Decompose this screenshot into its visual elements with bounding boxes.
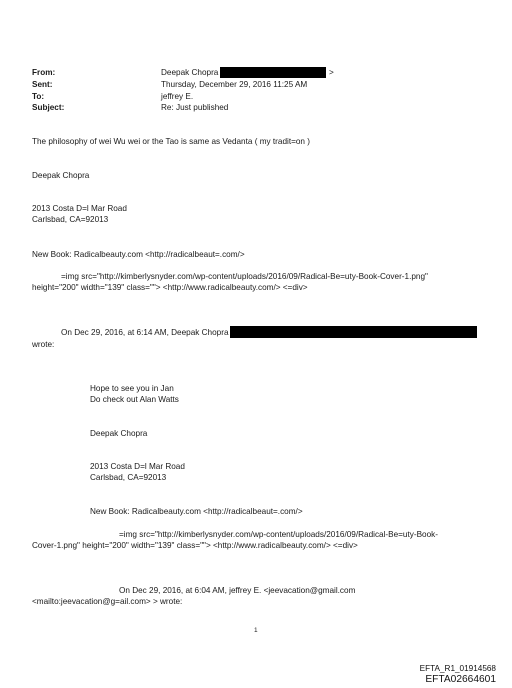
subject-value: Re: Just published (161, 103, 229, 112)
quoted-signature-address-line-2: Carlsbad, CA=92013 (90, 473, 167, 482)
body-philosophy-line: The philosophy of wei Wu wei or the Tao is same as Vedanta ( my tradit=on ) (32, 137, 310, 146)
to-label: To: (32, 92, 45, 101)
sent-value: Thursday, December 29, 2016 11:25 AM (161, 80, 308, 89)
quoted-new-book-line: New Book: Radicalbeauty.com <http://radicalbeaut=.com/> (90, 507, 303, 516)
from-suffix: > (329, 68, 334, 77)
quoted-img-src-line-1: =img src="http://kimberlysnyder.com/wp-content/uploads/2016/09/Radical-Be=uty-Book- (119, 530, 438, 539)
page-number: 1 (254, 627, 258, 634)
quoted-signature-address-line-1: 2013 Costa D=l Mar Road (90, 462, 185, 471)
img-src-line-2: height="200" width="139" class=""> <http://www.radicalbeauty.com/> <=div> (32, 283, 308, 292)
to-value: jeffrey E. (161, 92, 194, 101)
redaction-box (230, 326, 477, 338)
signature-name: Deepak Chopra (32, 171, 90, 180)
quoted-hope-line: Hope to see you in Jan (90, 384, 174, 393)
sent-label: Sent: (32, 80, 53, 89)
redaction-box (220, 67, 326, 78)
new-book-line: New Book: Radicalbeauty.com <http://radicalbeaut=.com/> (32, 250, 245, 259)
img-src-line-1: =img src="http://kimberlysnyder.com/wp-content/uploads/2016/09/Radical-Be=uty-Book-Cover-1.png" (61, 272, 428, 281)
bates-code-secondary: EFTA02664601 (425, 674, 496, 685)
signature-address-line-2: Carlsbad, CA=92013 (32, 215, 109, 224)
quote-header-line: On Dec 29, 2016, at 6:14 AM, Deepak Chopra (61, 328, 229, 337)
nested-quote-header-line-1: On Dec 29, 2016, at 6:04 AM, jeffrey E. <jeevacation@gmail.com (119, 586, 356, 595)
from-value: Deepak Chopra (161, 68, 219, 77)
nested-quote-header-line-2: <mailto:jeevacation@g=ail.com> > wrote: (32, 597, 183, 606)
subject-label: Subject: (32, 103, 65, 112)
quoted-img-src-line-2: Cover-1.png" height="200" width="139" class=""> <http://www.radicalbeauty.com/> <=div> (32, 541, 358, 550)
signature-address-line-1: 2013 Costa D=l Mar Road (32, 204, 127, 213)
quoted-signature-name: Deepak Chopra (90, 429, 148, 438)
from-label: From: (32, 68, 56, 77)
quoted-alan-watts-line: Do check out Alan Watts (90, 395, 179, 404)
bates-code-primary: EFTA_R1_01914568 (419, 664, 496, 673)
quote-wrote-line: wrote: (32, 340, 55, 349)
